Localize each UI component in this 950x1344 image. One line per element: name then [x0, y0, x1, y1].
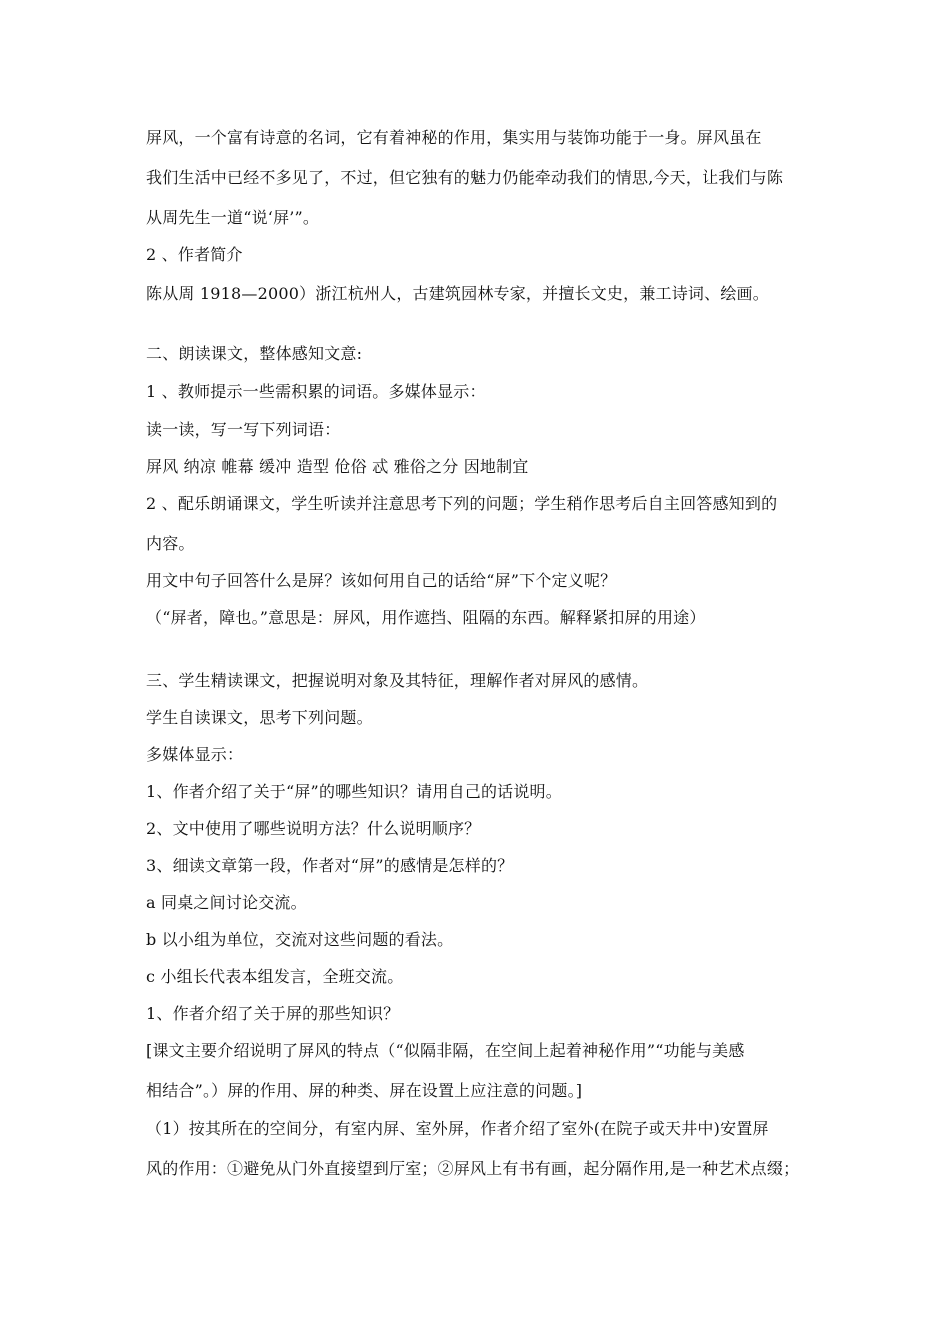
- step-item: b 以小组为单位，交流对这些问题的看法。: [146, 930, 454, 949]
- text-line: 相结合”。）屏的作用、屏的种类、屏在设置上应注意的问题。]: [146, 1081, 583, 1100]
- text-line: （1）按其所在的空间分，有室内屏、室外屏，作者介绍了室外(在院子或天井中)安置屏: [146, 1119, 769, 1138]
- section-heading: 三、学生精读课文，把握说明对象及其特征，理解作者对屏风的感情。: [146, 671, 649, 690]
- question-item: 1、作者介绍了关于屏的那些知识？: [146, 1004, 400, 1023]
- vocabulary-list: 屏风 纳凉 帷幕 缓冲 造型 伧俗 忒 雅俗之分 因地制宜: [146, 457, 529, 476]
- text-line: 学生自读课文，思考下列问题。: [146, 708, 373, 727]
- step-item: c 小组长代表本组发言，全班交流。: [146, 967, 404, 986]
- text-line: （“屏者，障也。”意思是：屏风，用作遮挡、阻隔的东西。解释紧扣屏的用途）: [146, 608, 706, 627]
- text-line: 陈从周 1918—2000）浙江杭州人，古建筑园林专家，并擅长文史，兼工诗词、绘画。: [146, 284, 769, 303]
- text-line: 2 、配乐朗诵课文，学生听读并注意思考下列的问题；学生稍作思考后自主回答感知到的: [146, 494, 778, 513]
- step-item: a 同桌之间讨论交流。: [146, 893, 307, 912]
- question-item: 1、作者介绍了关于“屏”的哪些知识？请用自己的话说明。: [146, 782, 562, 801]
- text-line: 我们生活中已经不多见了，不过，但它独有的魅力仍能牵动我们的情思,今天，让我们与陈: [146, 168, 784, 187]
- section-heading: 2 、作者简介: [146, 245, 243, 264]
- text-line: [课文主要介绍说明了屏风的特点（“似隔非隔，在空间上起着神秘作用”“功能与美感: [146, 1041, 745, 1060]
- text-line: 用文中句子回答什么是屏？该如何用自己的话给“屏”下个定义呢？: [146, 571, 617, 590]
- question-item: 2、文中使用了哪些说明方法？什么说明顺序？: [146, 819, 481, 838]
- section-heading: 二、朗读课文，整体感知文意:: [146, 344, 363, 363]
- text-line: 1 、教师提示一些需积累的词语。多媒体显示：: [146, 382, 486, 401]
- text-line: 内容。: [146, 534, 195, 553]
- text-line: 风的作用：①避免从门外直接望到厅室；②屏风上有书有画，起分隔作用,是一种艺术点缀；: [146, 1159, 800, 1178]
- question-item: 3、细读文章第一段，作者对“屏”的感情是怎样的？: [146, 856, 514, 875]
- text-line: 从周先生一道“说‘屏’”。: [146, 208, 320, 227]
- text-line: 读一读，写一写下列词语：: [146, 420, 341, 439]
- text-line: 屏风，一个富有诗意的名词，它有着神秘的作用，集实用与装饰功能于一身。屏风虽在: [146, 128, 762, 147]
- text-line: 多媒体显示：: [146, 745, 244, 764]
